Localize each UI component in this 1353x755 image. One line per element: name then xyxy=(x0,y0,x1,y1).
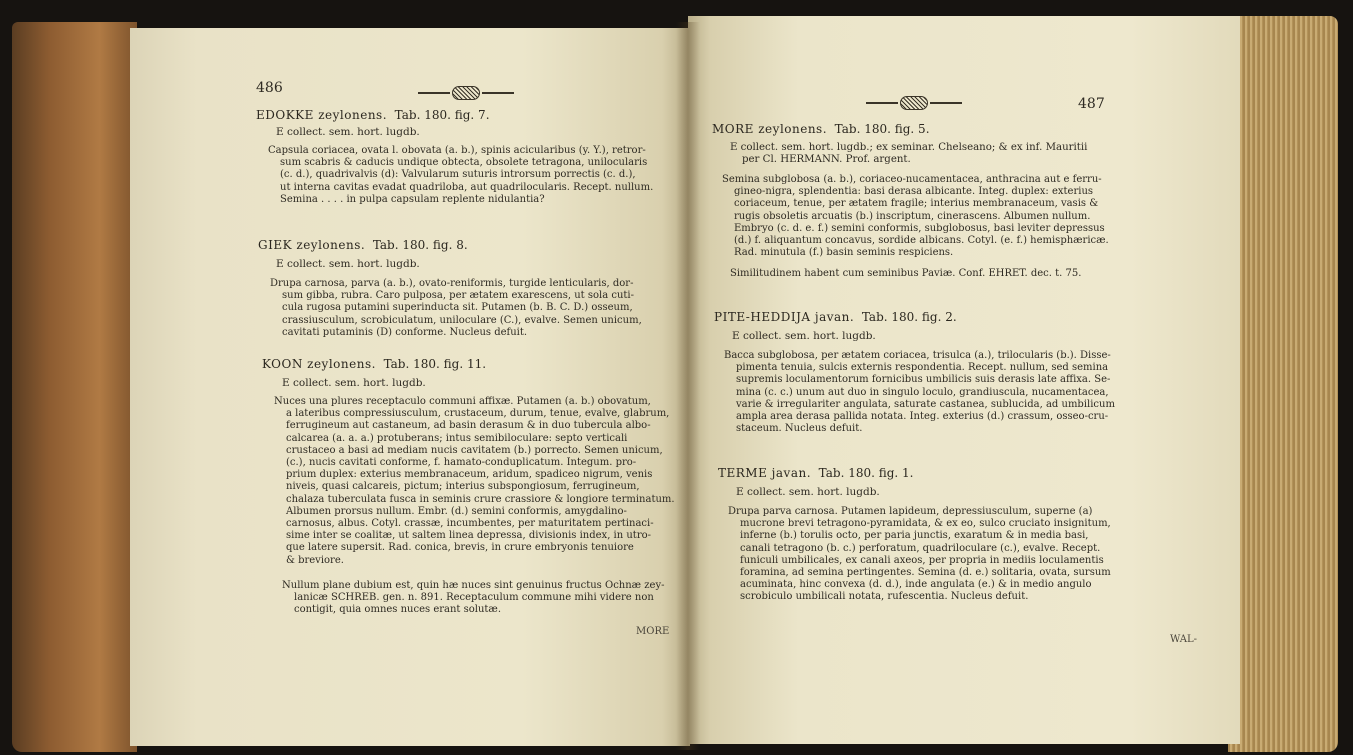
entry-collect-pite-heddija: E collect. sem. hort. lugdb. xyxy=(732,330,876,342)
left-catch-word: MORE xyxy=(636,626,670,637)
ochna-note: Nullum plane dubium est, quin hæ nuces sint genuinus fructus Ochnæ zey- lanicæ SCHREB. gen. n. 891. Receptaculum commune mihi videre non contigit, quia omnes nuces erant solutæ. xyxy=(282,580,665,616)
entry-heading-more: MORE zeylonens. Tab. 180. fig. 5. xyxy=(712,122,930,136)
book-spine-gutter xyxy=(676,22,700,750)
entry-heading-pite-heddija: PITE-HEDDIJA javan. Tab. 180. fig. 2. xyxy=(714,310,957,324)
entry-collect-koon: E collect. sem. hort. lugdb. xyxy=(282,377,426,389)
entry-extra-more: Similitudinem habent cum seminibus Paviæ. Conf. EHRET. dec. t. 75. xyxy=(730,268,1082,279)
entry-collect-more: E collect. sem. hort. lugdb.; ex seminar. Chelseano; & ex inf. Mauritii per Cl. HERMANN. Prof. argent. xyxy=(730,142,1088,166)
entry-body-more: Semina subglobosa (a. b.), coriaceo-nucamentacea, anthracina aut e ferru- gineo-nigra, splendentia: basi derasa albicante. Integ. duplex: exterius coriaceum, tenue, per ætatem fragile; interius membranaceum, vasis & rugis obsoletis arcuatis (b.) inscriptum, cinerascens. Albumen nullum. Embryo (c. d. e. f.) semini conformis, subglobosus, basi leviter depressus (d.) f. aliquantum concavus, sordide albicans. Cotyl. (e. f.) hemisphæricæ. Rad. minutula (f.) basin seminis respiciens. xyxy=(722,174,1109,259)
entry-body-terme: Drupa parva carnosa. Putamen lapideum, depressiusculum, superne (a) mucrone brevi tetragono-pyramidata, & ex eo, sulco cruciato insignitum, inferne (b.) torulis octo, per paria junctis, exaratum & in media basi, canali tetragono (b. c.) perforatum, quadriloculare (c.), evalve. Recept. funiculi umbilicales, ex canali axeos, per propria in mediis loculamentis foramina, ad semina pertingentes. Semina (d. e.) solitaria, ovata, sursum acuminata, hinc convexa (d. d.), inde angulata (e.) & in medio angulo scrobiculo umbilicali notata, rufescentia. Nucleus defuit. xyxy=(728,506,1111,603)
entry-heading-terme: TERME javan. Tab. 180. fig. 1. xyxy=(718,466,914,480)
book-page-edges-right xyxy=(1228,16,1338,752)
entry-collect-terme: E collect. sem. hort. lugdb. xyxy=(736,486,880,498)
entry-heading-koon: KOON zeylonens. Tab. 180. fig. 11. xyxy=(262,357,487,371)
entry-body-pite-heddija: Bacca subglobosa, per ætatem coriacea, trisulca (a.), trilocularis (b.). Disse- pimenta tenuia, sulcis externis respondentia. Recept. nullum, sed semina supremis loculamentorum fornicibus umbilicis suis derasis late affixa. Se- mina (c. c.) unum aut duo in singulo loculo, grandiuscula, nucamentacea, varie & irregulariter angulata, saturate castanea, sublucida, ad umbilicum ampla area derasa pallida notata. Integ. exterius (d.) crassum, osseo-cru- staceum. Nucleus defuit. xyxy=(724,350,1115,435)
right-page-number: 487 xyxy=(1078,96,1105,112)
entry-body-koon: Nuces una plures receptaculo communi affixæ. Putamen (a. b.) obovatum, a lateribus compressiusculum, crustaceum, durum, tenue, evalve, glabrum, ferrugineum aut castaneum, ad basin derasum & in duo tubercula albo- calcarea (a. a. a.) protuberans; intus semibiloculare: septo verticali crustaceo a basi ad mediam nucis cavitatem (b.) porrecto. Semen unicum, (c.), nucis cavitati conforme, f. hamato-conduplicatum. Integum. pro- prium duplex: exterius membranaceum, aridum, spadiceo nigrum, venis niveis, quasi calcareis, pictum; interius subspongiosum, ferrugineum, chalaza tuberculata fusca in seminis crure crassiore & longiore terminatum. Albumen prorsus nullum. Embr. (d.) semini conformis, amygdalino- carnosus, albus. Cotyl. crassæ, incumbentes, per maturitatem pertinaci- sime inter se coalitæ, ut saltem linea depressa, divisionis index, in utro- que latere supersit. Rad. conica, brevis, in crure embryonis tenuiore & breviore. xyxy=(274,396,675,566)
entry-body-giek: Drupa carnosa, parva (a. b.), ovato-reniformis, turgide lenticularis, dor- sum gibba, rubra. Caro pulposa, per ætatem exarescens, ut sola cuti- cula rugosa putamini superinducta sit. Putamen (b. B. C. D.) osseum, crassiusculum, scrobiculatum, uniloculare (C.), evalve. Semen unicum, cavitati putaminis (D) conforme. Nucleus defuit. xyxy=(270,278,642,338)
entry-heading-edokke: EDOKKE zeylonens. Tab. 180. fig. 7. xyxy=(256,108,490,122)
entry-heading-giek: GIEK zeylonens. Tab. 180. fig. 8. xyxy=(258,238,468,252)
entry-collect-giek: E collect. sem. hort. lugdb. xyxy=(276,258,420,270)
entry-body-edokke: Capsula coriacea, ovata l. obovata (a. b.), spinis acicularibus (y. Y.), retror- sum scabris & caducis undique obtecta, obsolete tetragona, unilocularis (c. d.), quadrivalvis (d): Valvularum suturis introrsum porrectis (c. d.), ut interna cavitas evadat quadriloba, aut quadrilocularis. Recept. nullum. Semina . . . . in pulpa capsulam replente nidulantia? xyxy=(268,145,654,205)
right-catch-word: WAL- xyxy=(1170,634,1198,645)
left-header-ornament xyxy=(418,86,514,100)
right-header-ornament xyxy=(866,96,962,110)
entry-collect-edokke: E collect. sem. hort. lugdb. xyxy=(276,126,420,138)
left-page-number: 486 xyxy=(256,80,283,96)
book-cover-left-edge xyxy=(12,22,137,752)
